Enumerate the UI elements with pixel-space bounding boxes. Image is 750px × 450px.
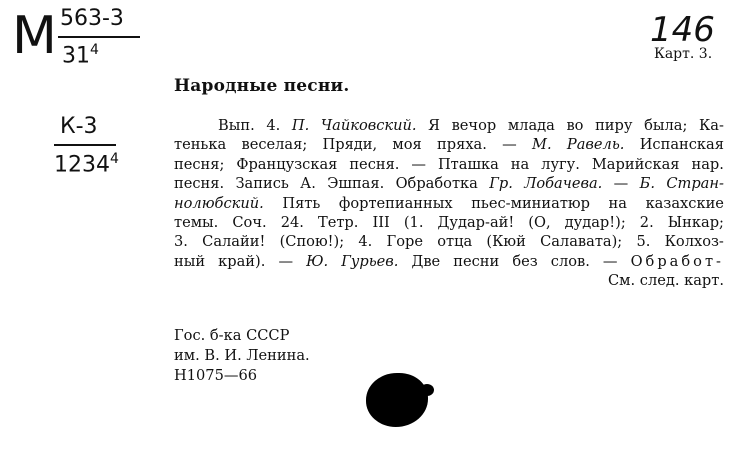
handwritten-top-numerator: 563-3 <box>60 6 124 31</box>
body-word: песни <box>453 252 500 270</box>
body-word: Ю. <box>306 252 329 270</box>
body-word: была; <box>644 117 688 134</box>
body-line-5 <box>174 194 724 213</box>
body-word: Вып. <box>218 117 255 134</box>
body-word: — <box>411 155 426 173</box>
body-line-2 <box>174 135 724 154</box>
body-word: — <box>602 252 618 270</box>
body-word: Испанская <box>639 136 724 154</box>
body-word: Лобачева. <box>524 175 603 193</box>
body-word: (Спою!); <box>279 233 345 251</box>
body-word: Запись <box>235 175 289 193</box>
body-word: пряха. <box>437 136 487 154</box>
body-word: — <box>502 136 517 154</box>
card-title: Народные песни. <box>174 76 350 96</box>
body-word: Ынкар; <box>667 214 724 232</box>
body-word: Обработка <box>395 175 478 193</box>
body-word: пиру <box>595 117 633 134</box>
body-word: Салайи! <box>202 233 266 251</box>
card-body <box>174 116 724 291</box>
handwritten-mid-denominator-main: 1234 <box>54 152 110 178</box>
body-word: III <box>372 214 390 232</box>
body-word: нар. <box>691 155 724 173</box>
body-word: Две <box>411 252 441 270</box>
body-word: Гурьев. <box>341 252 399 270</box>
body-word: песня. <box>349 155 400 173</box>
handwritten-mid-denominator <box>54 152 119 176</box>
handwritten-mid-fraction-line <box>54 144 116 146</box>
body-word: во <box>566 117 584 134</box>
body-word: лугу. <box>541 155 580 173</box>
handwritten-mid-numerator: К-3 <box>60 114 98 139</box>
body-word: ный <box>174 252 206 270</box>
body-word: темы. <box>174 214 219 232</box>
body-word: пьес-миниатюр <box>471 194 590 212</box>
body-word: Колхоз- <box>664 233 724 251</box>
body-word: 24. <box>280 214 304 232</box>
body-word: Б. <box>639 175 655 193</box>
body-word: на <box>608 194 627 212</box>
card-label: Карт. 3. <box>654 46 713 62</box>
body-word: Ка- <box>698 117 724 134</box>
body-word: на <box>510 155 530 173</box>
body-line-3 <box>174 155 724 174</box>
body-word: Равель. <box>566 136 625 154</box>
body-line-6 <box>174 213 724 232</box>
handwritten-corner-number: 146 <box>650 10 715 50</box>
body-word: 3. <box>174 233 188 251</box>
body-word: Стран- <box>666 175 724 193</box>
body-word: 4. <box>358 233 373 251</box>
body-line-1 <box>174 116 724 135</box>
body-word: 5. <box>636 233 651 251</box>
body-word: дудар!); <box>564 214 626 232</box>
library-line-2: им. В. И. Ленина. <box>174 347 310 364</box>
body-word: 2. <box>639 214 654 232</box>
body-word: тенька <box>174 136 227 154</box>
body-word: Дудар-ай! <box>437 214 515 232</box>
handwritten-mid-denominator-sup: 4 <box>110 151 119 167</box>
body-line-4 <box>174 174 724 193</box>
body-word: — <box>613 175 629 193</box>
library-imprint <box>174 326 310 386</box>
see-next-card: См. след. карт. <box>607 272 724 290</box>
body-word: без <box>512 252 538 270</box>
body-word: Я <box>428 117 440 134</box>
body-word: моя <box>392 136 422 154</box>
body-word: Пряди, <box>322 136 378 154</box>
body-word: (1. <box>403 214 424 232</box>
body-word: Чайковский. <box>320 117 417 134</box>
body-word: край). <box>218 252 266 270</box>
body-word: вечор <box>451 117 497 134</box>
ink-blot-tail <box>420 384 434 396</box>
body-word: Марийская <box>591 155 680 173</box>
handwritten-letter: М <box>12 6 57 66</box>
body-line-7 <box>174 232 724 251</box>
library-code: Н1075—66 <box>174 367 258 384</box>
body-word: Тетр. <box>317 214 359 232</box>
body-word: Пять <box>282 194 321 212</box>
body-word: П. <box>291 117 310 134</box>
handwritten-top-denominator-main: 31 <box>62 43 90 69</box>
body-word: Обработ- <box>630 252 724 270</box>
body-word: А. <box>300 175 316 193</box>
body-word: — <box>278 252 294 270</box>
body-word: отца <box>437 233 473 251</box>
handwritten-top-fraction-line <box>58 36 140 38</box>
body-word: Соч. <box>232 214 267 232</box>
body-word: Эшпая. <box>327 175 385 193</box>
handwritten-top-denominator <box>62 43 99 67</box>
body-word: Горе <box>386 233 423 251</box>
body-word: М. <box>532 136 552 154</box>
ink-blot <box>366 373 428 427</box>
body-word: (Кюй <box>486 233 526 251</box>
body-line-8 <box>174 252 724 271</box>
body-word: нолюбский. <box>174 194 264 212</box>
body-word: казахские <box>645 194 724 212</box>
body-word: 4. <box>266 117 281 134</box>
body-word: песня; <box>174 155 225 173</box>
body-word: Пташка <box>437 155 499 173</box>
body-word: фортепианных <box>338 194 453 212</box>
body-word: Французская <box>236 155 338 173</box>
library-line-1: Гос. б-ка СССР <box>174 327 290 344</box>
body-word: (О, <box>528 214 551 232</box>
body-word: млада <box>507 117 555 134</box>
body-word: веселая; <box>241 136 308 154</box>
body-word: Гр. <box>489 175 513 193</box>
body-word: песня. <box>174 175 225 193</box>
body-word: слов. <box>550 252 590 270</box>
body-word: Салавата); <box>540 233 623 251</box>
handwritten-top-denominator-sup: 4 <box>90 42 99 58</box>
